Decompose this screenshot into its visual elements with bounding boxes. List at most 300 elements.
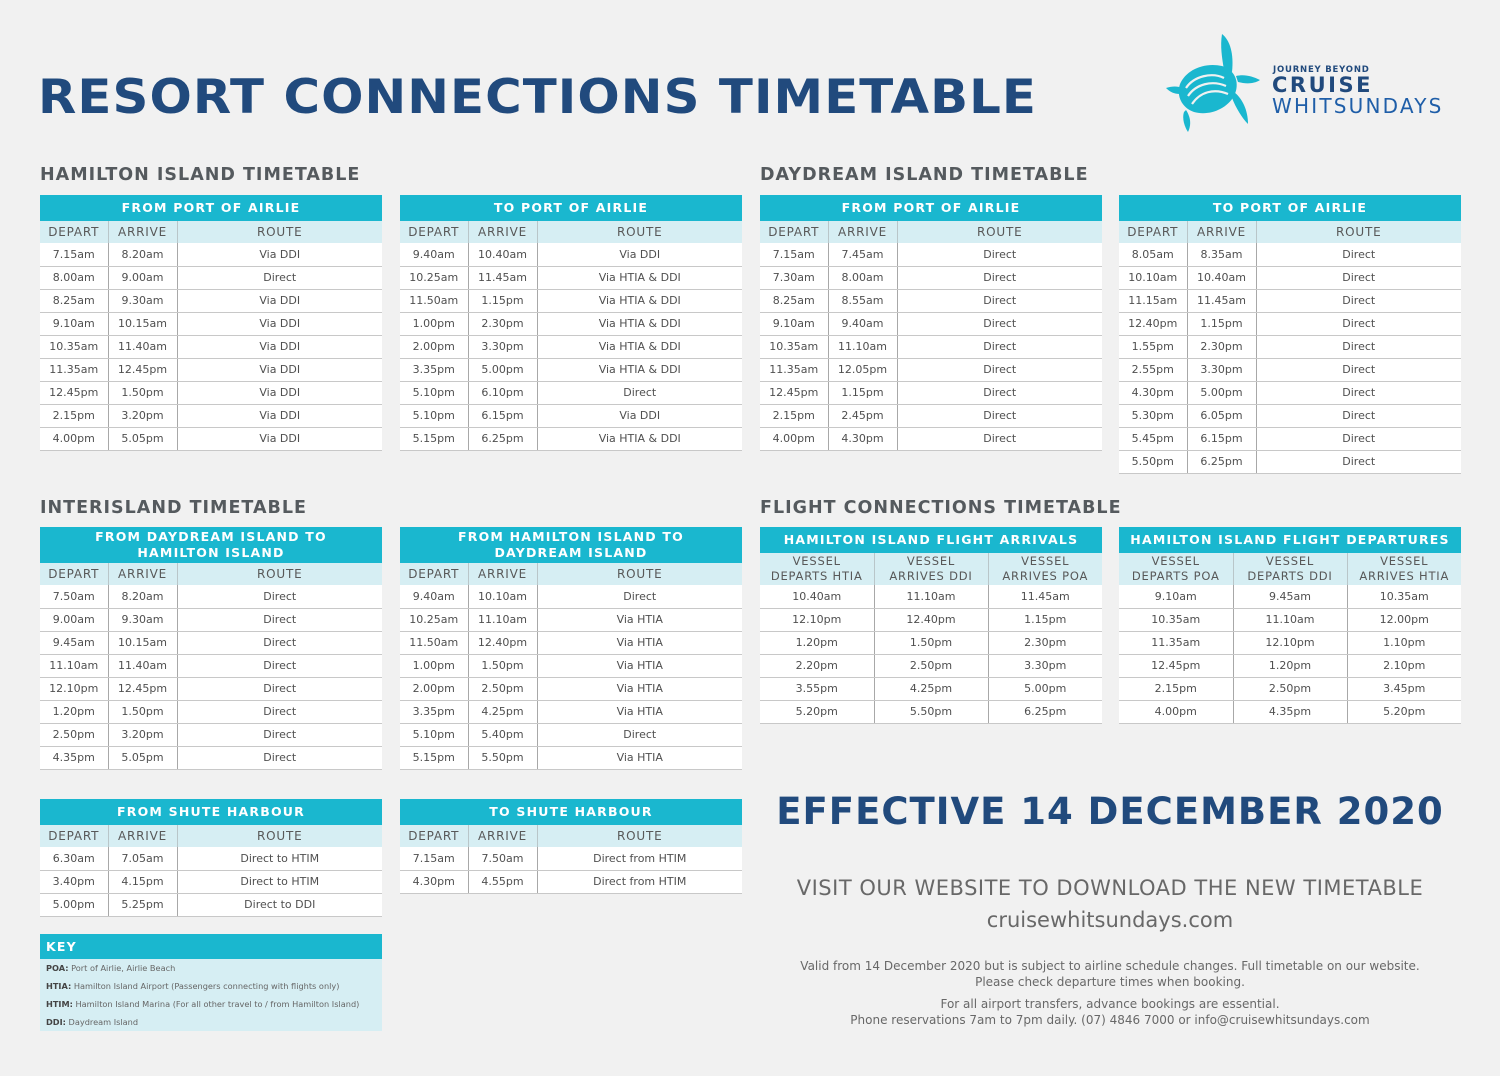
booking-note: For all airport transfers, advance bookings are essential. Phone reservations 7am to 7pm daily. (07) 4846 7000 or info@cruisewhitsundays.com [850,997,1370,1027]
table-cell: 3.35pm [400,700,468,723]
table-cell: Direct [897,404,1102,427]
table-cell: 11.40am [108,654,177,677]
table-row [760,654,1102,677]
table-cell: 2.45pm [828,404,897,427]
table-cell: 4.55pm [468,870,537,893]
table-cell: 6.10pm [468,381,537,404]
table-cell: 10.10am [1119,266,1187,289]
table-row [400,266,742,289]
table-cell: 6.25pm [468,427,537,450]
table-cell: 11.50am [400,631,468,654]
table-cell: 1.50pm [108,381,177,404]
table-cell: Direct [177,266,382,289]
table-cell: 8.20am [108,243,177,266]
key-item-ddi: DDI: Daydream Island [46,1017,139,1027]
table-cell: 2.55pm [1119,358,1187,381]
table-cell: 1.15pm [828,381,897,404]
ddi-to-hamilton-table [40,527,382,770]
key-title: KEY [40,934,382,959]
table-cell: Direct from HTIM [537,870,742,893]
table-cell: 3.40pm [40,870,108,893]
table-cell: 2.50pm [468,677,537,700]
table-cell: Direct [537,723,742,746]
table-row [1119,654,1461,677]
table-cell: 5.00pm [468,358,537,381]
table-cell: Via HTIA & DDI [537,289,742,312]
col-header-arrive: ARRIVE [468,825,537,847]
table-cell: Via HTIA [537,631,742,654]
table-cell: 4.35pm [1233,700,1347,723]
table-cell: Via DDI [177,289,382,312]
table-cell: 5.40pm [468,723,537,746]
table-cell: 10.15am [108,631,177,654]
table-title-line2: HAMILTON ISLAND [137,545,285,560]
table-cell: Direct [897,312,1102,335]
table-cell: 6.25pm [1187,450,1256,473]
col-header-vessel-departs-poa: VESSEL DEPARTS POA [1119,553,1233,585]
table-cell: 11.10am [468,608,537,631]
table-cell: 10.35am [1347,585,1461,608]
col-header-depart: DEPART [760,221,828,243]
table-cell: 1.15pm [988,608,1102,631]
table-row [1119,677,1461,700]
table-cell: 2.50pm [40,723,108,746]
table-row [1119,450,1461,473]
table-cell: 7.30am [760,266,828,289]
table-row [760,266,1102,289]
daydream-to-poa-table [1119,195,1461,474]
table-row [400,654,742,677]
table-cell: Direct [537,381,742,404]
table-cell: Via HTIA & DDI [537,427,742,450]
table-cell: 4.15pm [108,870,177,893]
table-cell: Direct [1256,404,1461,427]
table-cell: Direct [177,654,382,677]
table-row [1119,585,1461,608]
hamilton-to-ddi-table [400,527,742,770]
table-cell: Via DDI [177,243,382,266]
table-cell: 11.10am [40,654,108,677]
from-shute-harbour-table [40,799,382,917]
table-cell: 5.00pm [40,893,108,916]
table-row [400,358,742,381]
key-item-poa: POA: Port of Airlie, Airlie Beach [46,963,176,973]
col-header-arrive: ARRIVE [468,221,537,243]
table-cell: 12.45pm [40,381,108,404]
table-row [400,870,742,893]
table-cell: 1.50pm [108,700,177,723]
table-cell: 4.00pm [1119,700,1233,723]
table-cell: 4.30pm [400,870,468,893]
table-cell: 9.10am [760,312,828,335]
table-cell: 5.10pm [400,404,468,427]
table-cell: 9.10am [40,312,108,335]
table-title: TO SHUTE HARBOUR [400,799,742,825]
table-cell: 7.50am [468,847,537,870]
col-header-route: ROUTE [897,221,1102,243]
table-cell: 5.50pm [1119,450,1187,473]
table-cell: 4.25pm [468,700,537,723]
table-cell: 11.50am [400,289,468,312]
table-row [40,654,382,677]
table-cell: 11.35am [1119,631,1233,654]
table-cell: Direct [897,335,1102,358]
table-row [40,677,382,700]
table-cell: Direct [177,700,382,723]
table-row [1119,404,1461,427]
table-row [400,746,742,769]
table-row [400,381,742,404]
table-title: FROM PORT OF AIRLIE [40,195,382,221]
table-cell: 4.35pm [40,746,108,769]
table-cell: 7.05am [108,847,177,870]
table-row [40,585,382,608]
table-cell: Via DDI [537,243,742,266]
table-cell: Direct [537,585,742,608]
table-cell: 11.35am [40,358,108,381]
table-row [40,608,382,631]
table-cell: 8.00am [828,266,897,289]
table-cell: 5.00pm [1187,381,1256,404]
table-cell: 5.20pm [760,700,874,723]
table-cell: 5.30pm [1119,404,1187,427]
table-cell: 9.45am [40,631,108,654]
table-cell: 5.50pm [468,746,537,769]
table-row [40,289,382,312]
table-cell: 11.45am [468,266,537,289]
page-title: RESORT CONNECTIONS TIMETABLE [38,70,1038,125]
table-row [760,312,1102,335]
table-cell: 3.30pm [1187,358,1256,381]
col-header-route: ROUTE [177,563,382,585]
table-cell: 8.05am [1119,243,1187,266]
table-cell: Via HTIA [537,677,742,700]
table-cell: 2.15pm [760,404,828,427]
table-cell: Via DDI [177,404,382,427]
table-row [760,427,1102,450]
table-cell: 10.35am [40,335,108,358]
visit-website-text: VISIT OUR WEBSITE TO DOWNLOAD THE NEW TIMETABLE [796,876,1424,900]
table-cell: Direct [1256,450,1461,473]
table-cell: 12.05pm [828,358,897,381]
table-cell: Direct [897,427,1102,450]
table-row [40,312,382,335]
table-cell: Via DDI [177,312,382,335]
table-row [40,700,382,723]
turtle-icon [1164,32,1264,136]
table-cell: 3.45pm [1347,677,1461,700]
table-cell: 12.45pm [108,358,177,381]
table-title: FROM SHUTE HARBOUR [40,799,382,825]
table-title-line2: DAYDREAM ISLAND [494,545,648,560]
table-row [40,335,382,358]
effective-date: EFFECTIVE 14 DECEMBER 2020 [776,790,1444,833]
table-cell: 1.15pm [1187,312,1256,335]
table-cell: 1.50pm [874,631,988,654]
table-cell: 8.35am [1187,243,1256,266]
table-cell: 10.25am [400,608,468,631]
table-cell: 8.25am [40,289,108,312]
table-cell: 6.05pm [1187,404,1256,427]
col-header-arrive: ARRIVE [108,825,177,847]
table-cell: 12.45pm [1119,654,1233,677]
table-cell: 5.45pm [1119,427,1187,450]
col-header-arrive: ARRIVE [108,221,177,243]
table-cell: Direct [897,289,1102,312]
table-cell: Direct [177,585,382,608]
table-cell: Via HTIA [537,608,742,631]
daydream-from-poa-table [760,195,1102,451]
table-row [760,289,1102,312]
table-cell: Direct [1256,427,1461,450]
table-cell: Via HTIA [537,746,742,769]
table-cell: 12.10pm [40,677,108,700]
section-title-hamilton: HAMILTON ISLAND TIMETABLE [40,165,361,185]
section-title-interisland: INTERISLAND TIMETABLE [40,498,307,518]
table-cell: 11.15am [1119,289,1187,312]
table-cell: 11.10am [828,335,897,358]
table-cell: 1.55pm [1119,335,1187,358]
table-cell: Direct to HTIM [177,870,382,893]
col-header-route: ROUTE [177,825,382,847]
table-cell: 6.15pm [468,404,537,427]
table-cell: Via DDI [537,404,742,427]
section-title-flight: FLIGHT CONNECTIONS TIMETABLE [760,498,1122,518]
table-row [400,243,742,266]
table-cell: 7.45am [828,243,897,266]
col-header-depart: DEPART [1119,221,1187,243]
table-cell: Direct [177,631,382,654]
table-cell: Via DDI [177,381,382,404]
table-cell: 11.40am [108,335,177,358]
table-row [760,335,1102,358]
table-cell: 1.20pm [760,631,874,654]
table-cell: 8.25am [760,289,828,312]
table-cell: Direct [1256,335,1461,358]
table-row [760,700,1102,723]
key-legend [40,934,382,1031]
table-title: HAMILTON ISLAND FLIGHT ARRIVALS [760,527,1102,553]
col-header-arrive: ARRIVE [1187,221,1256,243]
table-row [400,289,742,312]
table-row [1119,381,1461,404]
table-row [40,427,382,450]
table-cell: 11.45am [1187,289,1256,312]
table-cell: 10.15am [108,312,177,335]
table-cell: 9.40am [400,585,468,608]
table-title: HAMILTON ISLAND FLIGHT DEPARTURES [1119,527,1461,553]
table-cell: 9.00am [108,266,177,289]
table-cell: 2.10pm [1347,654,1461,677]
table-cell: Via DDI [177,335,382,358]
table-cell: 2.00pm [400,335,468,358]
table-row [400,677,742,700]
table-row [40,266,382,289]
table-title [400,527,742,563]
to-shute-harbour-table [400,799,742,894]
table-row [1119,335,1461,358]
table-cell: 7.15am [40,243,108,266]
table-row [760,358,1102,381]
table-cell: Direct to HTIM [177,847,382,870]
col-header-vessel-arrives-ddi: VESSEL ARRIVES DDI [874,553,988,585]
table-row [1119,266,1461,289]
table-row [400,631,742,654]
table-cell: 10.35am [760,335,828,358]
col-header-vessel-departs-ddi: VESSEL DEPARTS DDI [1233,553,1347,585]
col-header-depart: DEPART [40,221,108,243]
table-cell: 8.00am [40,266,108,289]
table-row [1119,631,1461,654]
table-cell: 12.10pm [1233,631,1347,654]
table-cell: 5.25pm [108,893,177,916]
table-cell: Direct [177,677,382,700]
table-cell: 2.30pm [988,631,1102,654]
table-cell: 5.00pm [988,677,1102,700]
col-header-depart: DEPART [40,825,108,847]
table-cell: Direct [897,243,1102,266]
table-row [760,677,1102,700]
table-row [760,381,1102,404]
table-row [400,585,742,608]
table-cell: 11.35am [760,358,828,381]
table-cell: 11.10am [874,585,988,608]
col-header-route: ROUTE [537,563,742,585]
table-row [400,404,742,427]
table-cell: 4.25pm [874,677,988,700]
table-cell: 9.30am [108,289,177,312]
table-cell: 2.30pm [1187,335,1256,358]
hamilton-to-poa-table [400,195,742,451]
table-cell: Direct [1256,266,1461,289]
table-cell: Direct [897,358,1102,381]
table-cell: 5.10pm [400,381,468,404]
table-cell: 5.05pm [108,746,177,769]
table-cell: Direct [1256,289,1461,312]
table-cell: 10.25am [400,266,468,289]
table-cell: 1.10pm [1347,631,1461,654]
table-cell: 12.40pm [1119,312,1187,335]
table-cell: 2.20pm [760,654,874,677]
table-row [40,381,382,404]
table-row [1119,608,1461,631]
table-cell: 5.15pm [400,427,468,450]
table-cell: 1.00pm [400,654,468,677]
table-row [40,358,382,381]
table-cell: 3.35pm [400,358,468,381]
table-row [40,631,382,654]
table-row [400,723,742,746]
table-row [400,335,742,358]
col-header-arrive: ARRIVE [468,563,537,585]
table-row [400,847,742,870]
table-cell: Direct [1256,243,1461,266]
key-item-htia: HTIA: Hamilton Island Airport (Passengers connecting with flights only) [46,981,340,991]
hamilton-from-poa-table [40,195,382,451]
table-cell: 12.40pm [874,608,988,631]
table-cell: 10.10am [468,585,537,608]
table-cell: Via HTIA & DDI [537,335,742,358]
table-cell: Direct [177,746,382,769]
table-cell: 2.15pm [40,404,108,427]
brand-logo [1164,32,1464,136]
table-cell: 7.50am [40,585,108,608]
table-cell: 9.00am [40,608,108,631]
table-cell: 9.40am [828,312,897,335]
table-cell: Direct [897,381,1102,404]
logo-brand-line2: WHITSUNDAYS [1272,94,1444,118]
table-row [760,404,1102,427]
col-header-arrive: ARRIVE [108,563,177,585]
table-title [40,527,382,563]
table-cell: 5.05pm [108,427,177,450]
table-cell: 12.00pm [1347,608,1461,631]
table-cell: 6.15pm [1187,427,1256,450]
table-cell: Direct [1256,381,1461,404]
col-header-route: ROUTE [177,221,382,243]
table-cell: 2.15pm [1119,677,1233,700]
table-cell: 7.15am [400,847,468,870]
table-cell: 12.40pm [468,631,537,654]
table-row [760,243,1102,266]
col-header-arrive: ARRIVE [828,221,897,243]
table-cell: Via HTIA & DDI [537,312,742,335]
table-row [40,404,382,427]
table-cell: 1.20pm [40,700,108,723]
table-cell: 4.00pm [40,427,108,450]
table-cell: 6.25pm [988,700,1102,723]
table-cell: 10.35am [1119,608,1233,631]
logo-brand-line1: CRUISE [1272,73,1373,97]
table-row [760,631,1102,654]
table-cell: Direct [1256,312,1461,335]
table-cell: 9.45am [1233,585,1347,608]
table-row [400,312,742,335]
table-title: TO PORT OF AIRLIE [400,195,742,221]
col-header-vessel-arrives-poa: VESSEL ARRIVES POA [988,553,1102,585]
table-cell: 9.10am [1119,585,1233,608]
table-cell: 8.55am [828,289,897,312]
table-cell: 1.50pm [468,654,537,677]
table-row [1119,289,1461,312]
table-cell: Direct to DDI [177,893,382,916]
table-title-line1: FROM DAYDREAM ISLAND TO [95,529,327,544]
table-cell: Via HTIA & DDI [537,266,742,289]
table-cell: Direct [177,608,382,631]
table-cell: 4.30pm [1119,381,1187,404]
table-cell: 3.20pm [108,404,177,427]
table-row [1119,312,1461,335]
col-header-depart: DEPART [400,221,468,243]
table-cell: 3.30pm [468,335,537,358]
table-cell: 4.30pm [828,427,897,450]
table-cell: Via DDI [177,427,382,450]
table-cell: 3.30pm [988,654,1102,677]
table-row [1119,427,1461,450]
table-cell: 4.00pm [760,427,828,450]
table-row [400,427,742,450]
table-cell: 9.40am [400,243,468,266]
table-cell: 11.10am [1233,608,1347,631]
table-cell: 11.45am [988,585,1102,608]
table-cell: Via HTIA [537,700,742,723]
table-row [40,847,382,870]
table-cell: 5.20pm [1347,700,1461,723]
col-header-vessel-departs-htia: VESSEL DEPARTS HTIA [760,553,874,585]
website-link[interactable]: cruisewhitsundays.com [986,908,1234,932]
table-title: FROM PORT OF AIRLIE [760,195,1102,221]
col-header-depart: DEPART [400,563,468,585]
